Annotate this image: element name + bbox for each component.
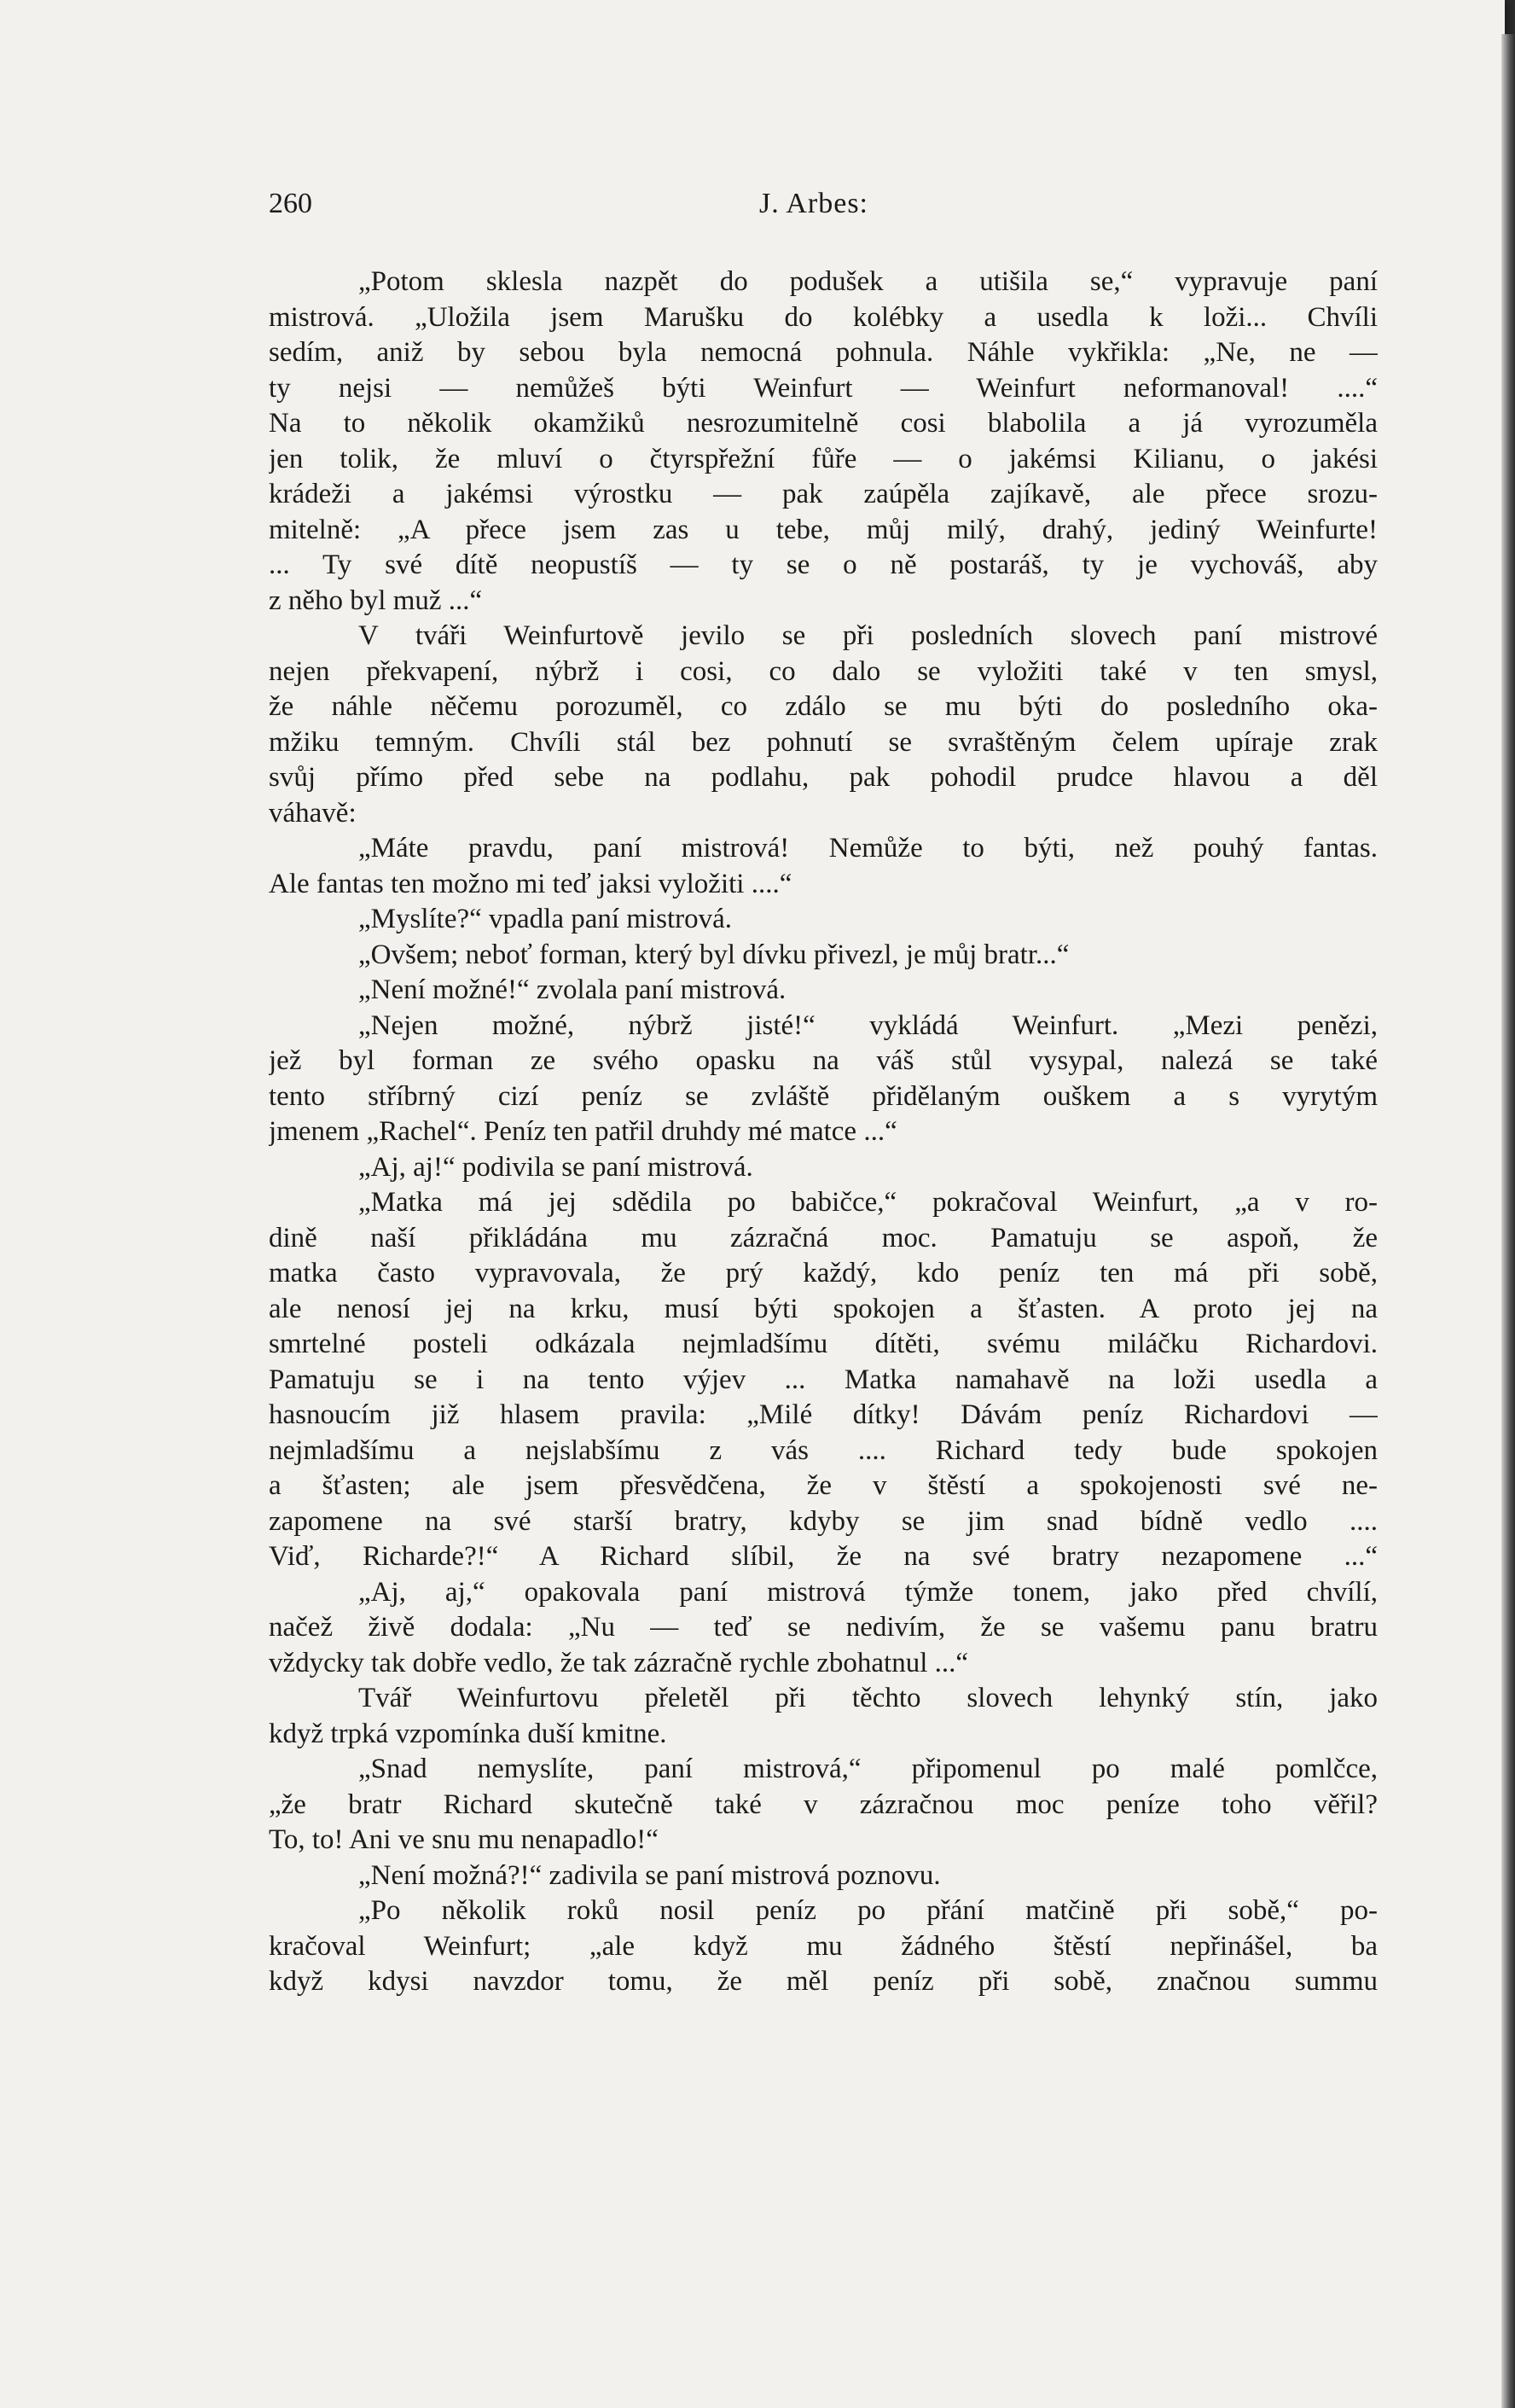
text-line: když trpká vzpomínka duší kmitne. bbox=[269, 1718, 667, 1749]
text-line: kračoval Weinfurt; „ale když mu žádného štěstí nepřinášel, ba bbox=[269, 1930, 1378, 1962]
text-line: nejen překvapení, nýbrž i cosi, co dalo se vyložiti také v ten smysl, bbox=[269, 655, 1378, 687]
text-line: Pamatuju se i na tento výjev ... Matka namahavě na loži usedla a bbox=[269, 1364, 1378, 1395]
text-line: „Ovšem; neboť forman, který byl dívku přivezl, je můj bratr...“ bbox=[358, 939, 1070, 970]
text-line: „Myslíte?“ vpadla paní mistrová. bbox=[358, 904, 733, 934]
text-line: „Po několik roků nosil peníz po přání matčině při sobě,“ po- bbox=[358, 1895, 1378, 1926]
text-line: To, to! Ani ve snu mu nenapadlo!“ bbox=[269, 1824, 659, 1855]
text-line: „Potom sklesla nazpět do podušek a utišila se,“ vypravuje paní bbox=[358, 266, 1378, 297]
text-line: „že bratr Richard skutečně také v zázračnou moc peníze toho věřil? bbox=[269, 1789, 1378, 1820]
running-title: J. Arbes: bbox=[759, 188, 868, 219]
text-line: „Nejen možné, nýbrž jisté!“ vykládá Weinfurt. „Mezi penězi, bbox=[358, 1009, 1378, 1041]
text-line: jen tolik, že mluví o čtyrspřežní fůře — o jakémsi Kilianu, o jakési bbox=[269, 443, 1378, 474]
text-line: jmenem „Rachel“. Peníz ten patřil druhdy mé matce ...“ bbox=[269, 1116, 897, 1147]
page-number: 260 bbox=[269, 188, 312, 219]
text-line: „Není možná?!“ zadivila se paní mistrová poznovu. bbox=[358, 1859, 941, 1891]
text-line: že náhle něčemu porozuměl, co zdálo se mu býti do posledního oka- bbox=[269, 691, 1378, 722]
text-line: sedím, aniž by sebou byla nemocná pohnula. Náhle vykřikla: „Ne, ne — bbox=[269, 337, 1378, 368]
text-line: matka často vypravovala, že prý každý, kdo peníz ten má při sobě, bbox=[269, 1258, 1378, 1288]
page-header bbox=[269, 188, 1378, 222]
text-line: krádeži a jakémsi výrostku — pak zaúpěla zajíkavě, ale přece srozu- bbox=[269, 479, 1378, 509]
text-line: dině naší přikládána mu zázračná moc. Pamatuju se aspoň, že bbox=[269, 1222, 1378, 1253]
text-line: mžiku temným. Chvíli stál bez pohnutí se svraštěným čelem upíraje zrak bbox=[269, 726, 1378, 758]
text-line: svůj přímo před sebe na podlahu, pak pohodil prudce hlavou a děl bbox=[269, 762, 1378, 793]
text-line: „Aj, aj!“ podivila se paní mistrová. bbox=[358, 1151, 753, 1183]
text-line: načež živě dodala: „Nu — teď se nedivím, že se vašemu panu bratru bbox=[269, 1612, 1378, 1643]
text-line: mitelně: „A přece jsem zas u tebe, můj milý, drahý, jediný Weinfurte! bbox=[269, 514, 1378, 545]
text-line: a šťasten; ale jsem přesvědčena, že v štěstí a spokojenosti své ne- bbox=[269, 1470, 1378, 1501]
text-line: když kdysi navzdor tomu, že měl peníz při sobě, značnou summu bbox=[269, 1966, 1378, 1997]
text-line: „Matka má jej sdědila po babičce,“ pokračoval Weinfurt, „a v ro- bbox=[358, 1187, 1378, 1218]
text-line: jež byl forman ze svého opasku na váš stůl vysypal, nalezá se také bbox=[269, 1045, 1378, 1076]
text-line: mistrová. „Uložila jsem Marušku do kolébky a usedla k loži... Chvíli bbox=[269, 301, 1378, 333]
text-line: hasnoucím již hlasem pravila: „Milé dítky! Dávám peníz Richardovi — bbox=[269, 1399, 1378, 1430]
text-line: nejmladšímu a nejslabšímu z vás .... Richard tedy bude spokojen bbox=[269, 1434, 1378, 1466]
text-line: ... Ty své dítě neopustíš — ty se o ně postaráš, ty je vychováš, aby bbox=[269, 550, 1378, 580]
text-line: Ale fantas ten možno mi teď jaksi vyložiti ....“ bbox=[269, 868, 792, 899]
text-line: „Aj, aj,“ opakovala paní mistrová týmže tonem, jako před chvílí, bbox=[358, 1576, 1378, 1608]
text-line: „Máte pravdu, paní mistrová! Nemůže to býti, než pouhý fantas. bbox=[358, 833, 1378, 864]
text-line: ty nejsi — nemůžeš býti Weinfurt — Weinfurt neformanoval! ....“ bbox=[269, 372, 1378, 404]
body-text bbox=[269, 265, 1378, 2000]
text-line: z něho byl muž ...“ bbox=[269, 585, 483, 616]
text-line: Viď, Richarde?!“ A Richard slíbil, že na své bratry nezapomene ...“ bbox=[269, 1541, 1378, 1572]
page-edge-shadow bbox=[1501, 34, 1515, 2408]
text-line: „Není možné!“ zvolala paní mistrová. bbox=[358, 974, 787, 1005]
text-line: vždycky tak dobře vedlo, že tak zázračně rychle zbohatnul ...“ bbox=[269, 1647, 969, 1678]
text-line: V tváři Weinfurtově jevilo se při posledních slovech paní mistrové bbox=[358, 620, 1378, 651]
text-line: Na to několik okamžiků nesrozumitelně cosi blabolila a já vyrozuměla bbox=[269, 408, 1378, 439]
text-line: „Snad nemyslíte, paní mistrová,“ připomenul po malé pomlčce, bbox=[358, 1754, 1378, 1784]
text-line: tento stříbrný cizí peníz se zvláště přidělaným ouškem a s vyrytým bbox=[269, 1080, 1378, 1112]
text-line: smrtelné posteli odkázala nejmladšímu dítěti, svému miláčku Richardovi. bbox=[269, 1329, 1378, 1359]
text-line: Tvář Weinfurtovu přeletěl při těchto slovech lehynký stín, jako bbox=[358, 1683, 1378, 1713]
text-line: ale nenosí jej na krku, musí býti spokojen a šťasten. A proto jej na bbox=[269, 1293, 1378, 1324]
text-line: zapomene na své starší bratry, kdyby se jim snad bídně vedlo .... bbox=[269, 1505, 1378, 1537]
text-line: váhavě: bbox=[269, 797, 357, 829]
